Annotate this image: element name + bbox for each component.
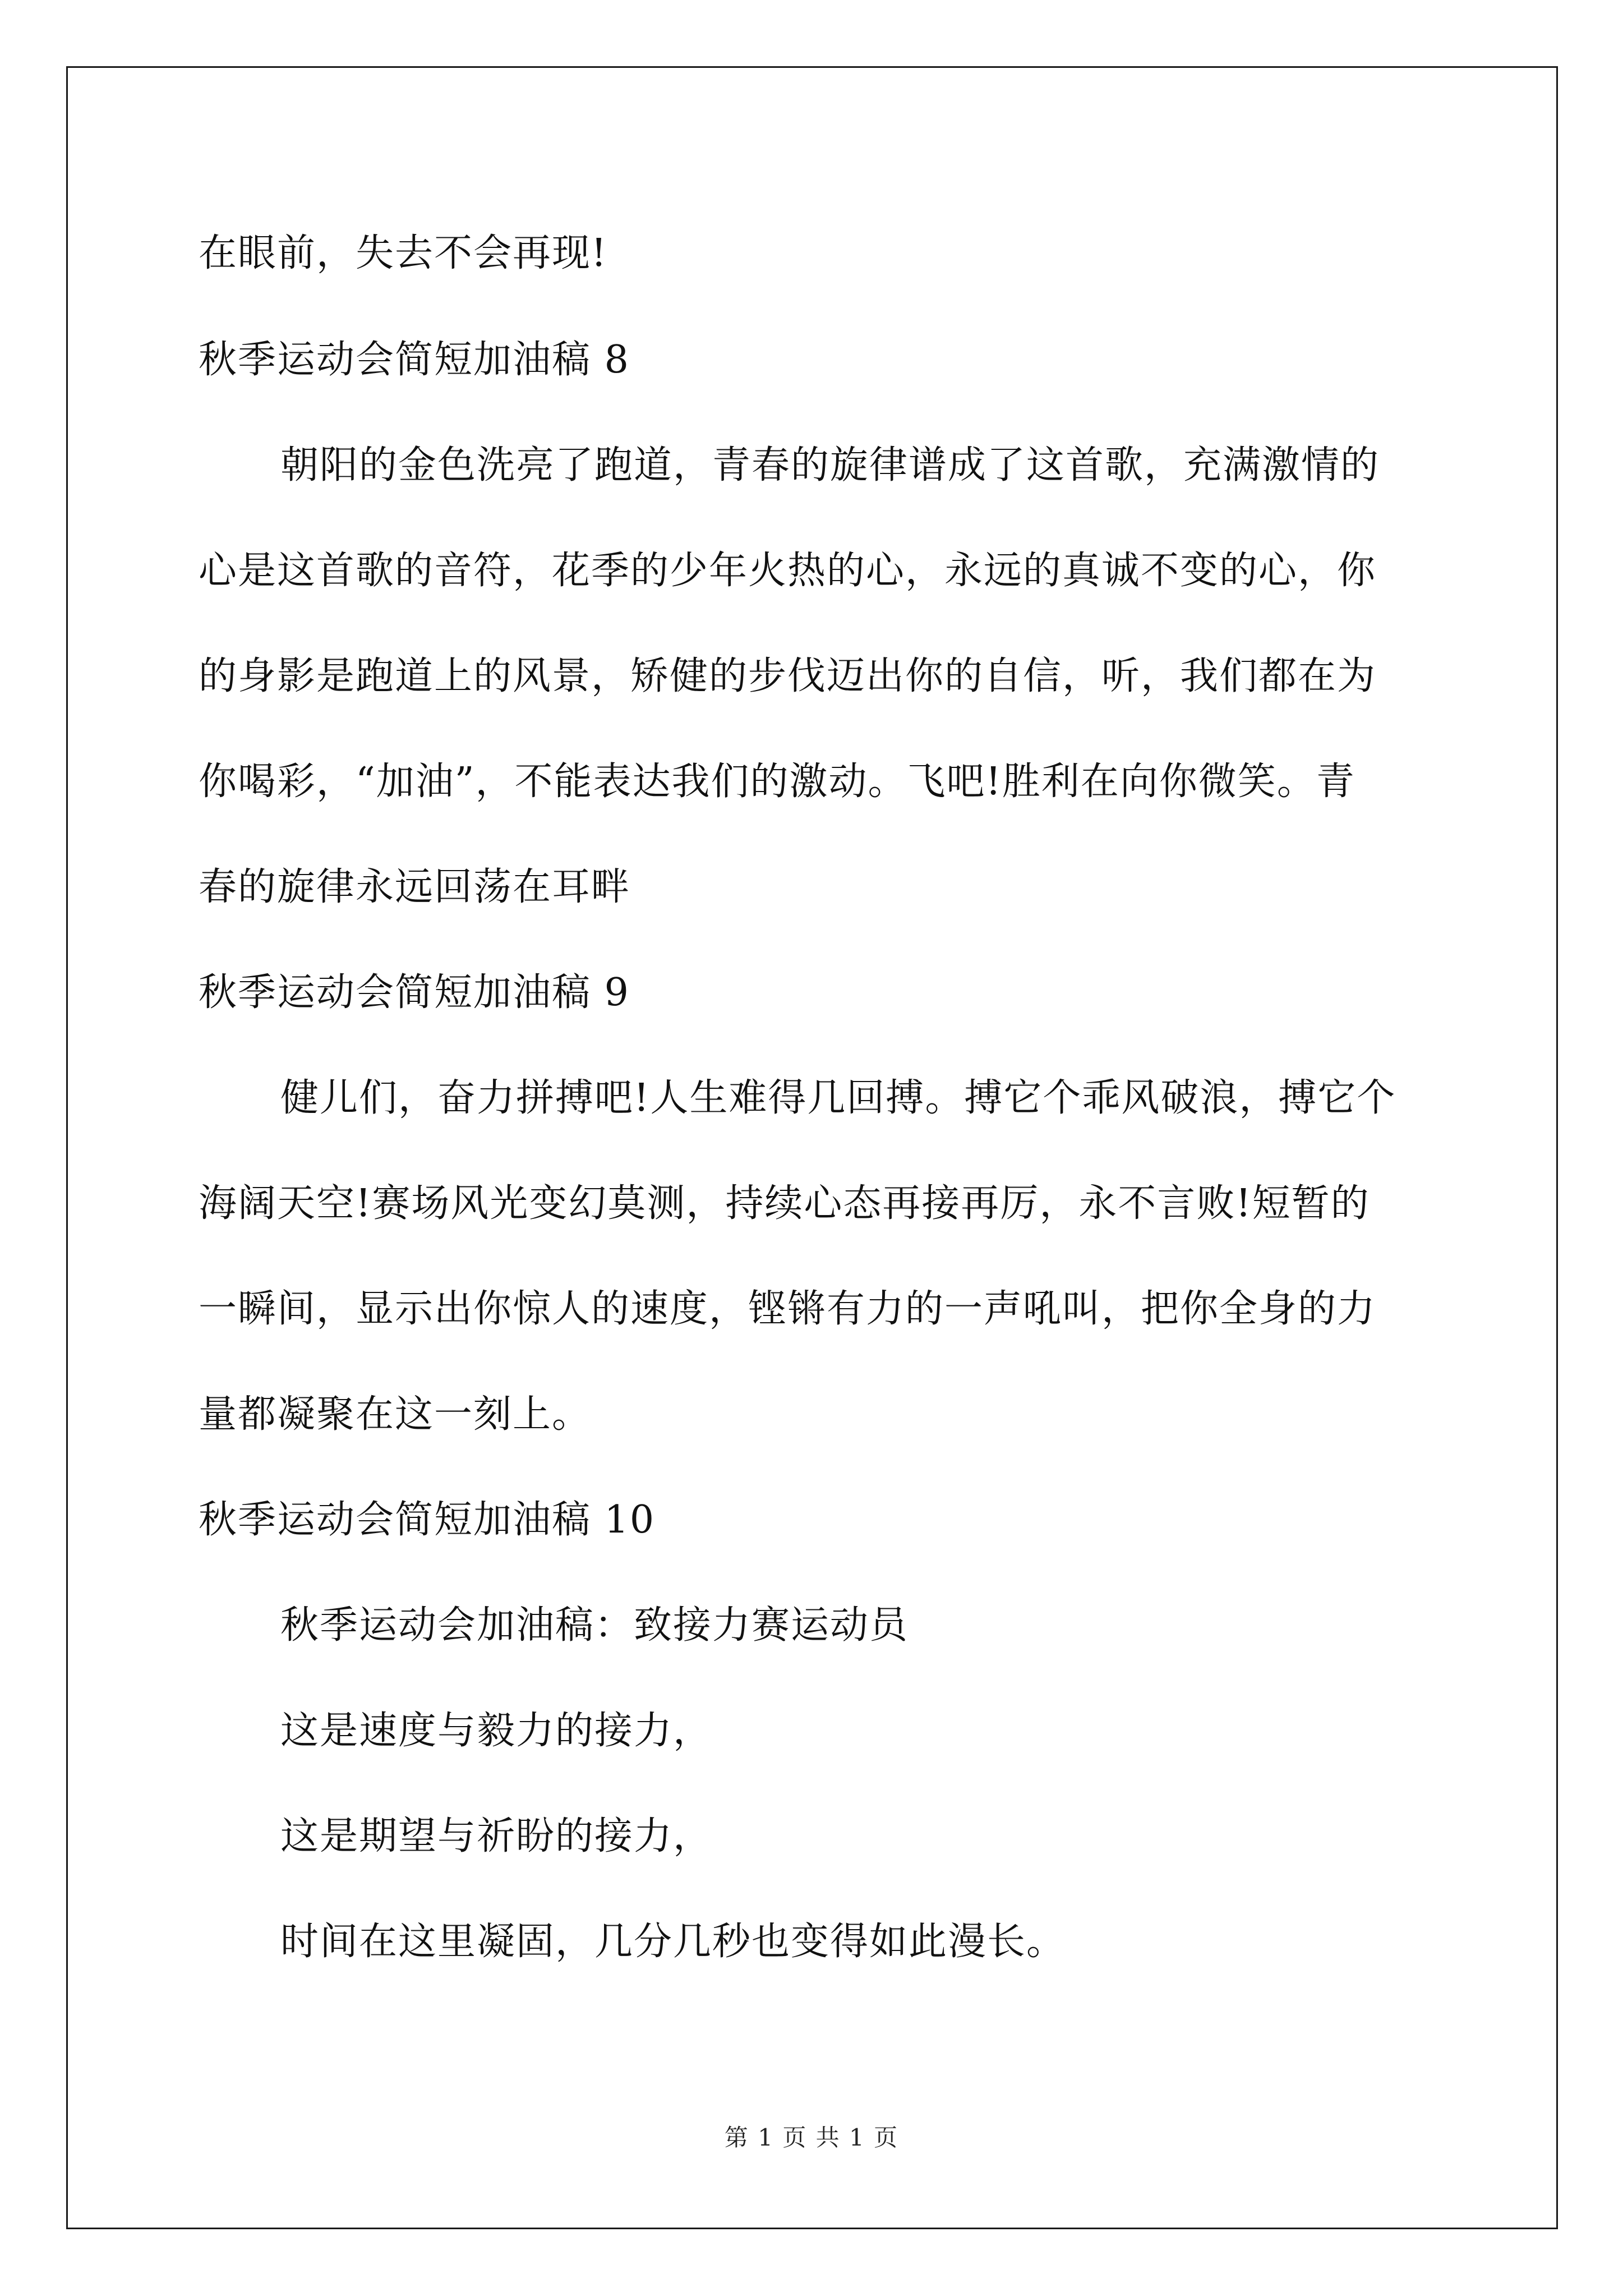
text-line: 秋季运动会加油稿：致接力赛运动员: [280, 1603, 909, 1648]
text-line: 你喝彩，“加油”，不能表达我们的激动。飞吧!胜利在向你微笑。青: [199, 760, 1355, 804]
text-line: 这是速度与毅力的接力，: [280, 1709, 713, 1753]
section-heading: 秋季运动会简短加油稿 9: [199, 970, 630, 1015]
text-line: 量都凝聚在这一刻上。: [199, 1392, 592, 1437]
section-heading: 秋季运动会简短加油稿 8: [199, 338, 630, 382]
text-line: 在眼前，失去不会再现!: [199, 231, 608, 275]
text-line: 心是这首歌的音符，花季的少年火热的心，永远的真诚不变的心，你: [199, 549, 1377, 593]
text-line: 海阔天空!赛场风光变幻莫测，持续心态再接再厉，永不言败!短暂的: [199, 1181, 1370, 1226]
text-line: 健儿们，奋力拼搏吧!人生难得几回搏。搏它个乖风破浪，搏它个: [280, 1076, 1396, 1120]
text-line: 春的旋律永远回荡在耳畔: [199, 865, 631, 909]
page-border: [66, 66, 1558, 2229]
text-line: 一瞬间，显示出你惊人的速度，铿锵有力的一声吼叫，把你全身的力: [199, 1287, 1377, 1331]
page-number-footer: 第 1 页 共 1 页: [724, 2124, 899, 2151]
text-line: 朝阳的金色洗亮了跑道，青春的旋律谱成了这首歌，充满激情的: [280, 443, 1380, 487]
text-line: 这是期望与祈盼的接力，: [280, 1814, 713, 1858]
text-line: 时间在这里凝固，几分几秒也变得如此漫长。: [280, 1920, 1066, 1964]
text-line: 的身影是跑道上的风景，矫健的步伐迈出你的自信，听，我们都在为: [199, 654, 1377, 698]
section-heading: 秋季运动会简短加油稿 10: [199, 1498, 656, 1542]
